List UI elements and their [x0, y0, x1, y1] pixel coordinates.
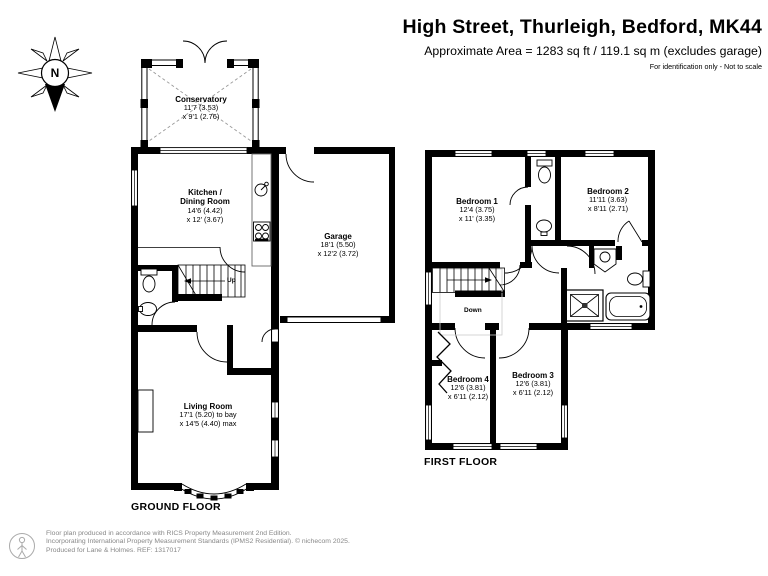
compass-west-point: [18, 68, 43, 78]
bathroom-fixtures: [566, 249, 650, 321]
garage-door: [287, 317, 381, 323]
toilet-icon: [141, 269, 157, 292]
corner-basin-icon: [594, 249, 616, 272]
compass-nw-point: [31, 49, 47, 61]
compass-ne-point: [63, 49, 79, 61]
ensuite-basin-icon: [537, 220, 552, 236]
compass-north-point: [49, 37, 61, 61]
disclaimer: For identification only - Not to scale: [649, 62, 762, 71]
first-floor-label: FIRST FLOOR: [424, 456, 498, 468]
room-label-bedroom1: Bedroom 1 12'4 (3.75) x 11' (3.35): [456, 197, 498, 224]
room-label-conservatory: Conservatory 11'7 (3.53) x 9'1 (2.76): [175, 95, 227, 122]
bedroom3-door-arc: [499, 328, 529, 358]
footer-logo: [10, 534, 35, 559]
footer-line-1: Floor plan produced in accordance with RICS Property Measurement 2nd Edition.: [46, 530, 292, 537]
side-door: [272, 329, 279, 342]
header: [402, 16, 762, 71]
compass-north-label: N: [50, 66, 60, 80]
down-arrowhead: [485, 277, 492, 283]
room-label-bedroom2: Bedroom 2 11'11 (3.63) x 8'11 (2.71): [587, 187, 629, 214]
page-title: High Street, Thurleigh, Bedford, MK44: [402, 16, 762, 38]
fireplace: [138, 390, 153, 432]
stairs-up-label: Up: [227, 277, 236, 284]
footer-line-2: Incorporating International Property Measurement Standards (IPMS2 Residential). © nichecom 2025.: [46, 538, 350, 546]
bedroom4-door-arc: [455, 328, 485, 358]
bathroom-toilet-icon: [628, 271, 651, 287]
garage-personnel-door-arc: [286, 154, 314, 182]
wc-fixtures: [139, 269, 158, 316]
bedroom2-door-leaf: [618, 221, 642, 242]
room-label-kitchen: Kitchen / Dining Room 14'6 (4.42) x 12' (3.67): [180, 188, 230, 224]
up-arrowhead: [184, 278, 191, 284]
ensuite-fixtures: [537, 160, 553, 236]
room-label-bedroom3: Bedroom 3 12'6 (3.81) x 6'11 (2.12): [512, 371, 554, 398]
ground-floor-label: GROUND FLOOR: [131, 501, 221, 513]
room-label-bedroom4: Bedroom 4 12'6 (3.81) x 6'11 (2.12): [447, 375, 489, 402]
person-icon: [18, 537, 27, 557]
footer: [46, 530, 350, 555]
compass-se-point: [63, 85, 79, 97]
french-doors: [183, 41, 227, 63]
footer-line-3: Produced for Lane & Holmes. REF: 1317017: [46, 546, 181, 554]
ensuite-toilet-icon: [537, 160, 552, 183]
room-label-living-room: Living Room 17'1 (5.20) to bay x 14'5 (4.40) max: [179, 402, 237, 429]
bathtub-icon: [606, 293, 650, 320]
room-label-garage: Garage 18'1 (5.50) x 12'2 (3.72): [317, 232, 359, 259]
bay-window: [174, 483, 254, 501]
area-line: Approximate Area = 1283 sq ft / 119.1 sq m (excludes garage): [424, 44, 762, 58]
compass-east-point: [67, 68, 92, 78]
living-door-arc: [197, 332, 227, 362]
basin-icon: [139, 303, 157, 316]
shower-icon: [566, 290, 603, 321]
stairs-down-label: Down: [464, 307, 482, 314]
landing-arc-right: [532, 246, 559, 273]
compass-sw-point: [31, 85, 47, 97]
south-arrow: [45, 84, 65, 112]
